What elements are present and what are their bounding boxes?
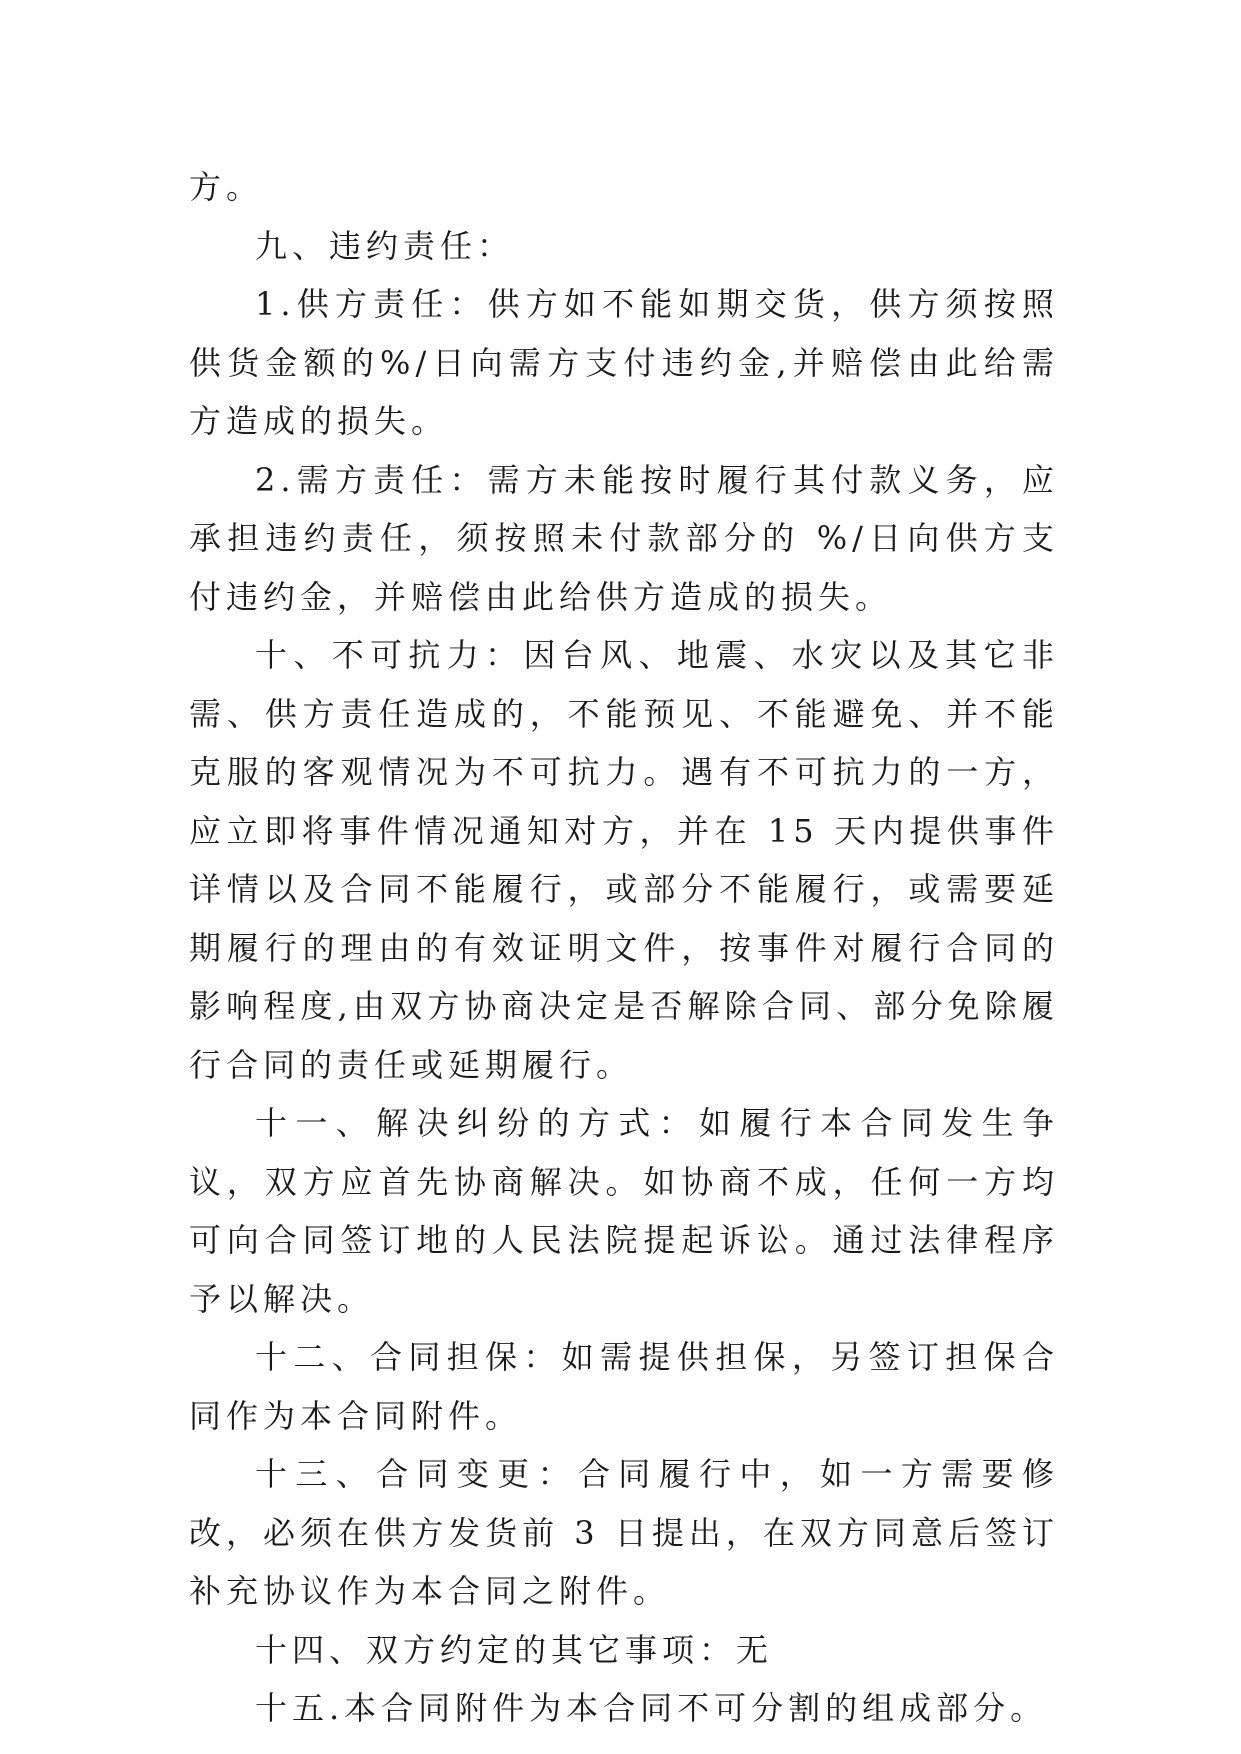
section-11-dispute-resolution: 十一、解决纠纷的方式：如履行本合同发生争议，双方应首先协商解决。如协商不成，任何一方均可向合同签订地的人民法院提起诉讼。通过法律程序予以解决。 [189,1104,1059,1318]
paragraph-continuation: 方。 [189,168,264,206]
section-9-title: 九、违约责任： [255,226,515,265]
section-9-item-1: 1.供方责任：供方如不能如期交货，供方须按照供货金额的%/日向需方支付违约金,并赔偿由此给需方造成的损失。 [189,285,1059,440]
section-10-force-majeure: 十、不可抗力：因台风、地震、水灾以及其它非需、供方责任造成的，不能预见、不能避免、并不能克服的客观情况为不可抗力。遇有不可抗力的一方，应立即将事件情况通知对方，并在 15 天内提供事件详情以及合同不能履行，或部分不能履行，或需要延期履行的理由的有效证明文件，按事件对履行合同的影响程度,由双方协商决定是否解除合同、部分免除履行合同的责任或延期履行。 [189,636,1059,1084]
document-body [189,158,1059,1738]
section-13-amendment: 十三、合同变更：合同履行中，如一方需要修改，必须在供方发货前 3 日提出，在双方同意后签订补充协议作为本合同之附件。 [189,1455,1059,1610]
section-15-attachments: 十五.本合同附件为本合同不可分割的组成部分。 [255,1689,1048,1727]
section-9-item-2: 2.需方责任：需方未能按时履行其付款义务，应承担违约责任，须按照未付款部分的 %/日向供方支付违约金，并赔偿由此给供方造成的损失。 [189,460,1059,616]
section-12-guarantee: 十二、合同担保：如需提供担保，另签订担保合同作为本合同附件。 [189,1338,1059,1435]
section-14-other-matters: 十四、双方约定的其它事项：无 [255,1630,774,1669]
